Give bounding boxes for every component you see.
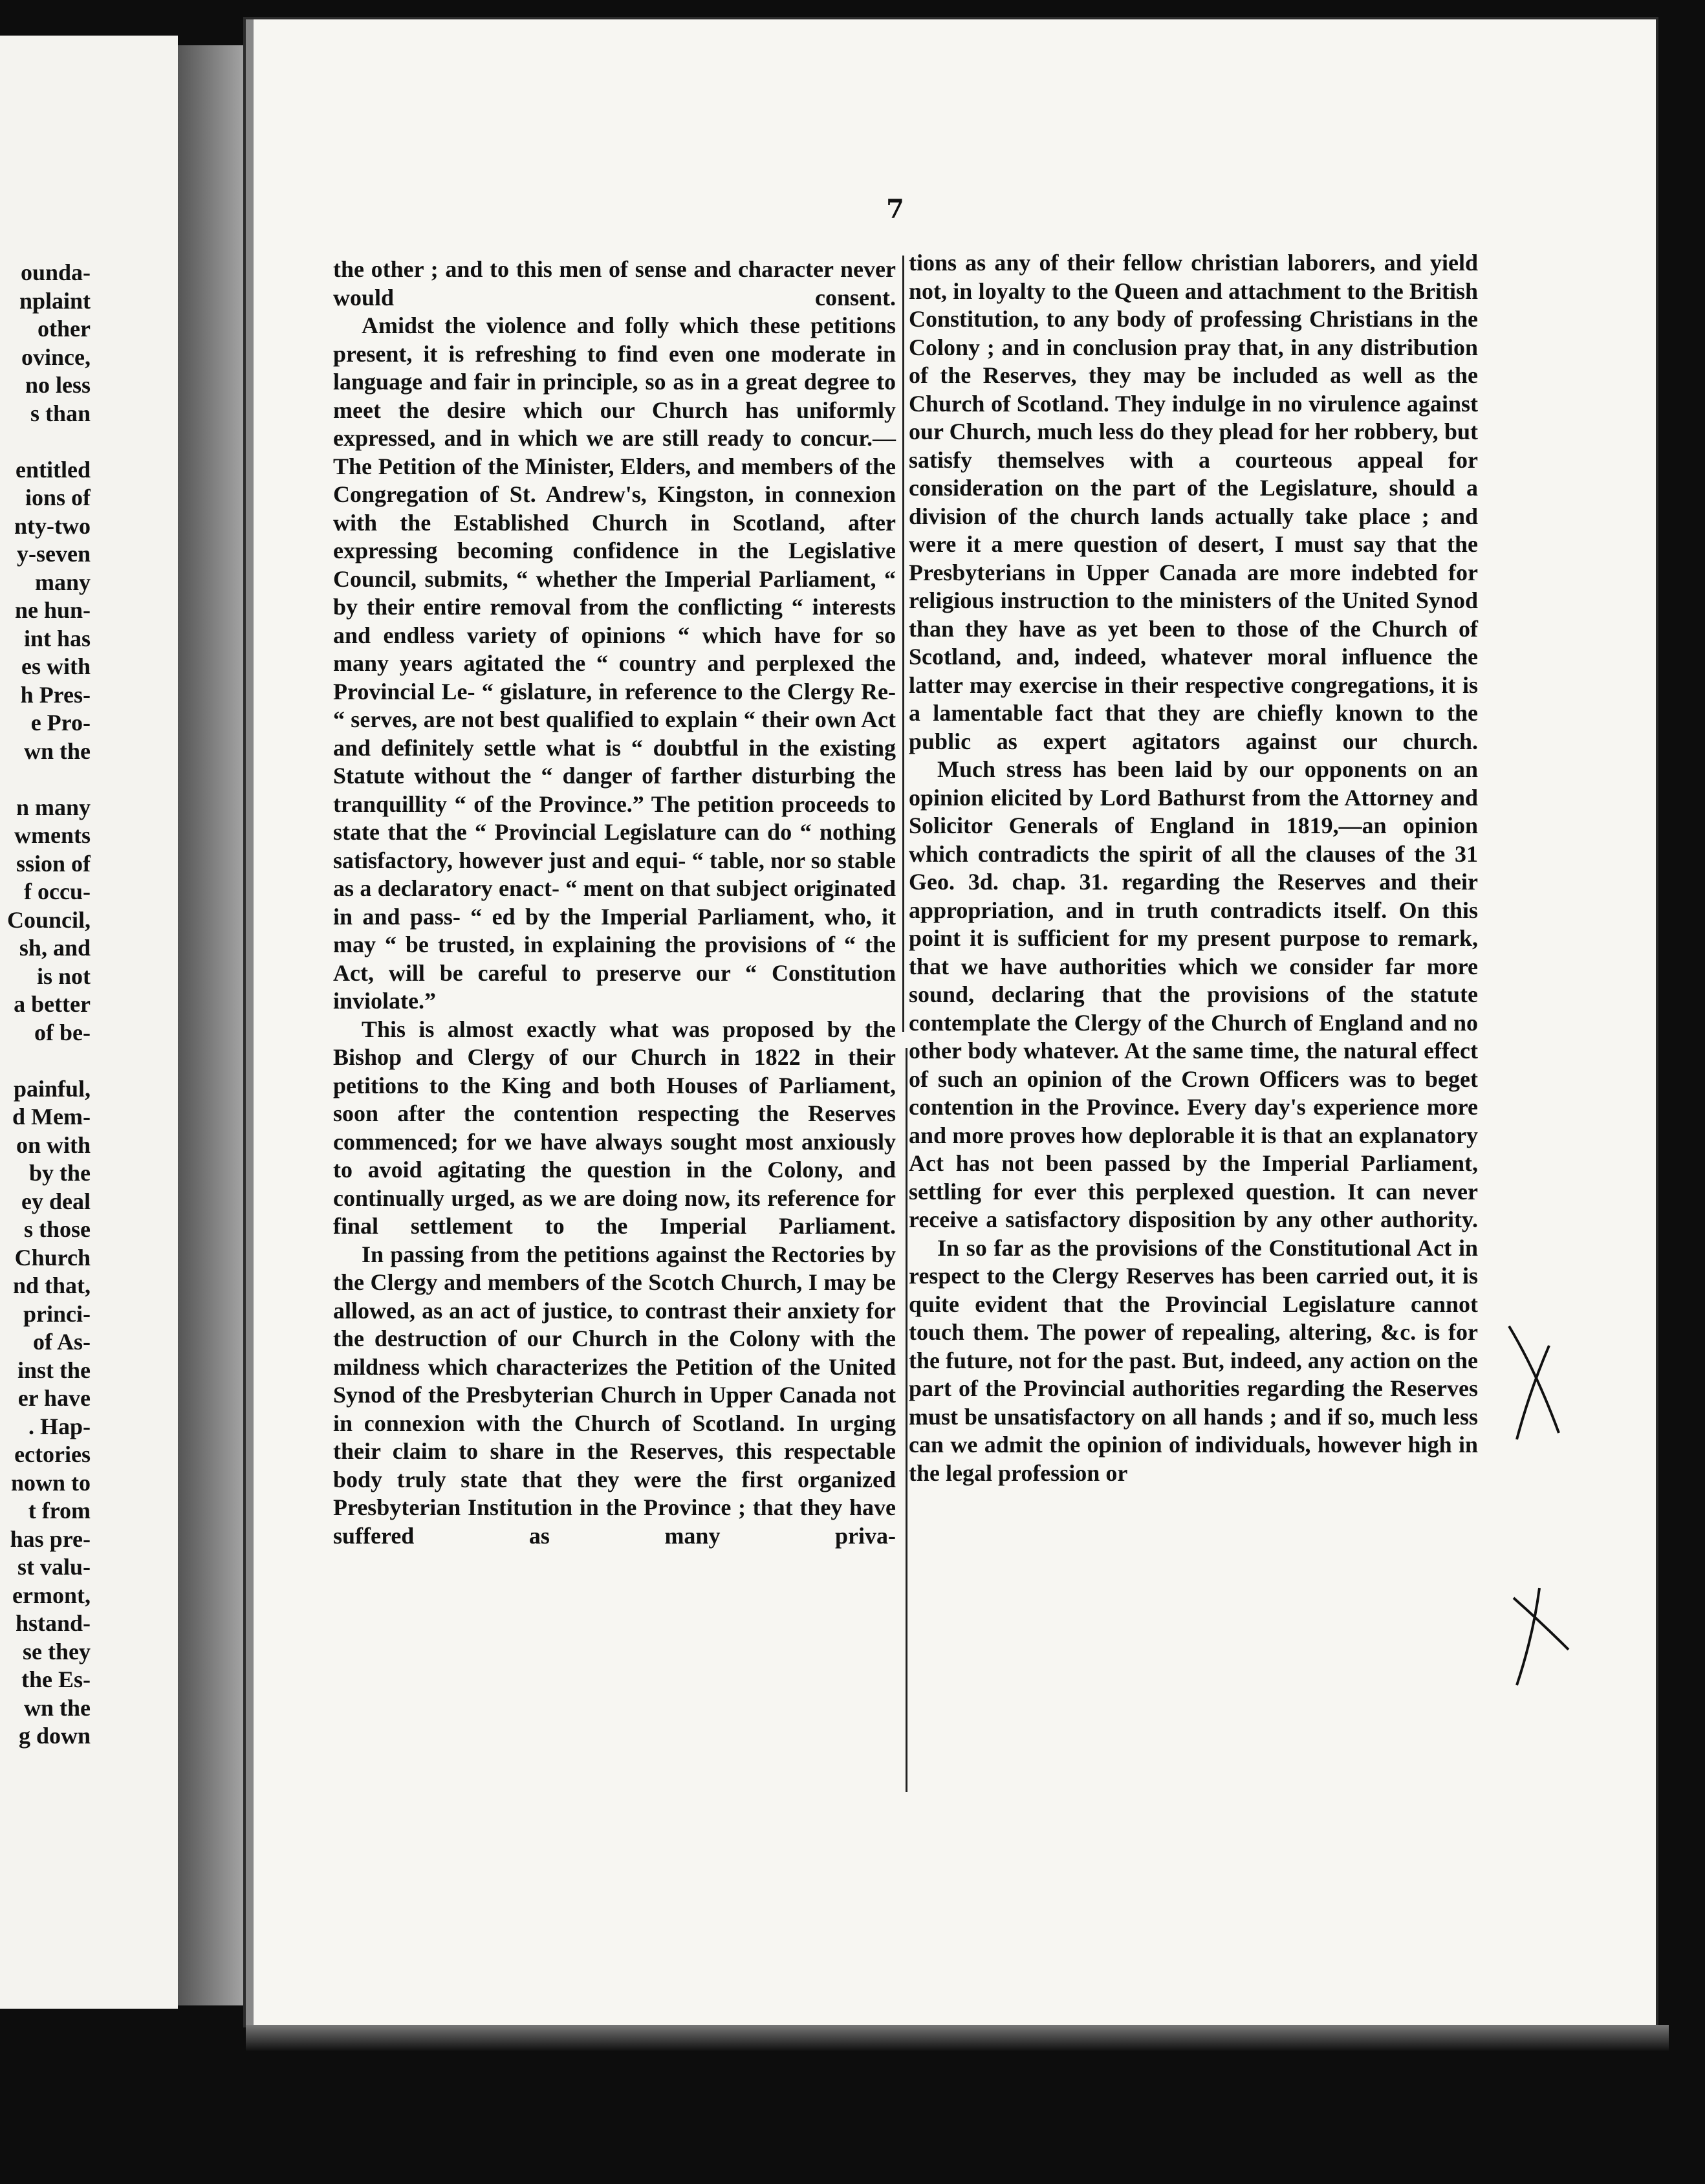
facing-page-line: t from <box>28 1498 91 1523</box>
x-mark-icon <box>1504 1578 1575 1688</box>
facing-page-line: h Pres- <box>20 681 91 708</box>
facing-page-line: ssion of <box>16 850 91 877</box>
facing-page-line: entitled <box>16 456 91 483</box>
facing-page-line: er have <box>17 1385 91 1411</box>
paragraph: tions as any of their fellow christian laborers, and yield not, in loyalty to the Queen and attachment to the British Constitution, to any body of professing Christians in the Colony ; and in conclusion pray that, in any distribution of the Reserves, they may be included as well as the Church of Scotland. They indulge in no virulence against our Church, much less do they plead for her robbery, but satisfy themselves with a courteous appeal for consideration on the part of the Legislature, should a division of the church lands actually take place ; and were it a mere question of desert, I must say that the Presbyterians in Upper Canada are more indebted for religious instruction to the ministers of the United Synod than they have as yet been to those of the Church of Scotland, and, indeed, whatever moral influence the latter may exercise in their respective congregations, it is a lamentable fact that they are chiefly known to the public as expert agitators against our church. <box>909 250 1478 754</box>
facing-page-line: ovince, <box>21 344 91 370</box>
facing-page-line <box>0 1047 91 1075</box>
facing-page-line: int has <box>23 625 91 651</box>
facing-page-line: ey deal <box>21 1188 91 1214</box>
facing-page-line: many <box>34 569 91 595</box>
facing-page-line: nown to <box>10 1469 91 1496</box>
facing-page-line: sh, and <box>19 935 91 961</box>
facing-page-line: wments <box>14 822 91 848</box>
facing-page-line: is not <box>36 963 91 989</box>
facing-page-line: nplaint <box>19 287 91 314</box>
facing-page-line: y-seven <box>17 541 91 567</box>
facing-page-line: wn the <box>23 1694 91 1721</box>
page-number: 7 <box>886 194 904 224</box>
page-edge <box>246 19 254 2025</box>
facing-page-line: nty-two <box>14 512 91 539</box>
paragraph: Amidst the violence and folly which these petitions present, it is refreshing to find even one moderate in language and fair in principle, so as in a great degree to meet the desire which our Church has uniformly expressed, and in which we are still ready to concur.— The Petition of the Minister, Elders, and members of the Congregation of St. Andrew's, Kingston, in connexion with the Established Church in Scotland, after expressing becoming confidence in the Legislative Council, submits, “ whether the Imperial Parliament, “ by their entire removal from the conflicting “ interests and endless variety of opinions “ which have for so many years agitated the “ country and perplexed the Provincial Le- “ gislature, in reference to the Clergy Re- “ serves, are not best qualified to explain “ their own Act and definitely settle what is “ doubtful in the existing Statute without the “ danger of farther disturbing the tranquillity “ of the Province.” The petition proceeds to state that the “ Provincial Legislature can do “ nothing satisfactory, however just and equi- “ table, nor so stable as a declaratory enact- “ ment on that subject originated in and pass- “ ed by the Imperial Parliament, who, it may “ be trusted, in explaining the provisions of “ the Act, will be careful to preserve our “ Constitution inviolate.” <box>333 312 896 1014</box>
facing-page-line: g down <box>18 1723 91 1749</box>
facing-page-line: of be- <box>34 1019 91 1045</box>
facing-page-line: ounda- <box>20 259 91 285</box>
facing-page-line: se they <box>23 1638 91 1665</box>
facing-page-line: wn the <box>23 737 91 764</box>
facing-page-line: ectories <box>14 1441 91 1467</box>
facing-page-line <box>0 428 91 456</box>
facing-page-line: nd that, <box>12 1272 91 1298</box>
facing-page-line: by the <box>28 1160 91 1186</box>
facing-page-line: Church <box>14 1244 91 1271</box>
facing-page-line: princi- <box>23 1300 91 1327</box>
facing-page-line: ne hun- <box>14 597 91 623</box>
facing-page-line: of As- <box>33 1329 91 1355</box>
facing-page-line: ions of <box>25 485 91 510</box>
paragraph: In passing from the petitions against the Rectories by the Clergy and members of the Scotch Church, I may be allowed, as an act of justice, to contrast their anxiety for the destruction of our Church in the Colony with the mildness which characterizes the Petition of the United Synod of the Presbyterian Church in Upper Canada not in connexion with the Church of Scotland. In urging their claim to share in the Reserves, this respectable body truly state that they were the first organized Presbyterian Institution in the Province ; that they have suffered as many priva- <box>333 1241 896 1549</box>
facing-page-line: d Mem- <box>12 1104 91 1130</box>
facing-page-line: Council, <box>6 906 91 933</box>
text-column-right <box>909 249 1478 1487</box>
column-rule <box>902 256 904 1032</box>
facing-page-line: es with <box>21 653 91 679</box>
facing-page-line: other <box>38 316 91 342</box>
facing-page-line: on with <box>16 1131 91 1158</box>
facing-page-text <box>0 259 91 1751</box>
x-mark-icon <box>1504 1320 1562 1443</box>
facing-page-line: s those <box>23 1216 91 1242</box>
column-rule <box>906 1048 907 1792</box>
facing-page-line: n many <box>16 794 91 820</box>
facing-page-line: e Pro- <box>30 710 91 736</box>
facing-page-line: st valu- <box>17 1554 91 1580</box>
book-gutter <box>178 45 249 2005</box>
paragraph: This is almost exactly what was proposed by the Bishop and Clergy of our Church in 1822 in their petitions to the King and both Houses of Parliament, soon after the contention respecting the Reserves commenced; for we have always sought most anxiously to avoid agitating the question in the Colony, and continually urged, as we are doing now, its reference for final settlement to the Imperial Parliament. <box>333 1016 896 1239</box>
facing-page-line <box>0 765 91 794</box>
facing-page-line: painful, <box>13 1075 91 1102</box>
facing-page-line: has pre- <box>10 1525 91 1552</box>
facing-page-line: the Es- <box>21 1666 91 1692</box>
paragraph: the other ; and to this men of sense and character never would consent. <box>333 256 896 311</box>
facing-page-line: a better <box>14 991 91 1017</box>
facing-page-line: inst the <box>17 1357 91 1383</box>
facing-page-line: . Hap- <box>28 1413 91 1439</box>
paragraph: Much stress has been laid by our opponents on an opinion elicited by Lord Bathurst from the Attorney and Solicitor Generals of England in 1819,—an opinion which contradicts the spirit of all the clauses of the 31 Geo. 3d. chap. 31. regarding the Reserves and their appropriation, and in truth contradicts itself. On this point it is sufficient for my present purpose to remark, that we have authorities which we consider far more sound, declaring that the provisions of the statute contemplate the Clergy of the Church of England and no other body whatever. At the same time, the natural effect of such an opinion of the Crown Officers was to beget contention in the Province. Every day's experience more and more proves how deplorable it is that an explanatory Act has not been passed by the Imperial Parliament, settling for ever this perplexed question. It can never receive a satisfactory disposition by any other authority. <box>909 756 1478 1232</box>
text-column-left <box>333 256 896 1550</box>
page-bottom-edge <box>246 2025 1669 2051</box>
facing-page-line: f occu- <box>24 879 91 904</box>
facing-page-line: ermont, <box>12 1582 91 1608</box>
facing-page-line: no less <box>25 372 91 398</box>
facing-page-line: hstand- <box>15 1610 91 1636</box>
paragraph: In so far as the provisions of the Constitutional Act in respect to the Clergy Reserves has been carried out, it is quite evident that the Provincial Legislature cannot touch them. The power of repealing, altering, &c. is for the future, not for the past. But, indeed, any action on the part of the Provincial authorities regarding the Reserves must be unsatisfactory on all hands ; and if so, much less can we admit the opinion of individuals, however high in the legal profession or <box>909 1234 1478 1486</box>
facing-page-line: s than <box>30 400 91 426</box>
